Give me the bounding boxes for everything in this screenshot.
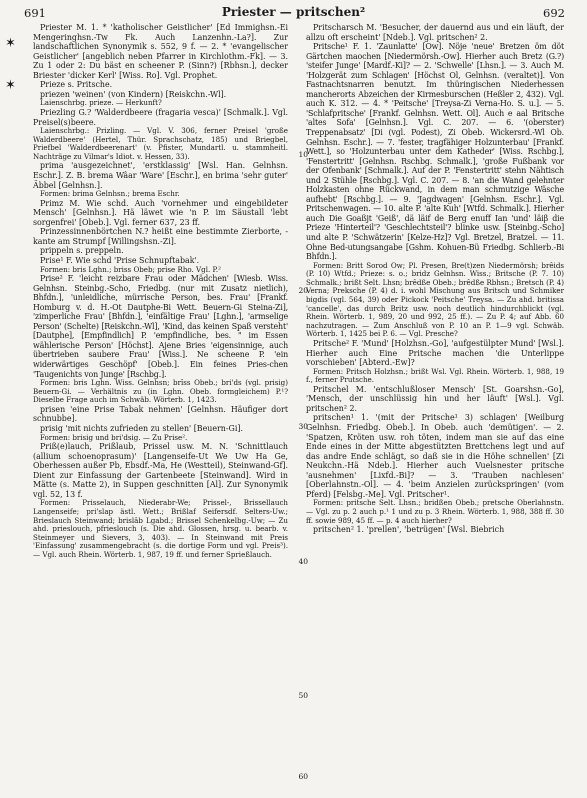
entry-forms-note: Formen: Prisselauch, Niederabr-We; Prissel-, Brissellauch Langenseife; pri'slap ästl. Wett.; Brißlaf Seifersdf. Selters-Uw.; Brieslauch Steinwand; brislâb Lgabd.; Brissel Schenkelbg.-Uw; — Zu ahd. prieslouch, pfrieslouch (s. Die ahd. Glossen, hrsg. u. bearb. v. Steinmeyer und Sievers, 3, 403). — In Steinwand mit Preis 'Einfassung' zusammengebracht (s. die dortige Form und vgl. Preis³). — Vgl. auch Rhein. Wörterb. 1, 987, 19 ff. und ferner Sprießlauch.: [33, 498, 288, 559]
running-header: [0, 4, 587, 20]
dictionary-entry: Prieze s. Pritsche.: [40, 80, 113, 90]
right-column: [306, 23, 564, 535]
dictionary-entry: prisig 'mit nichts zufrieden zu stellen' [Beuern-Gi].: [40, 423, 243, 433]
dictionary-entry: Prise¹ F. Wie schd 'Prise Schnupftabak'.: [40, 255, 200, 265]
dictionary-entry: Prise² F. 'leicht reizbare Frau oder Mädchen' [Wiesb. Wiss. Gelnhsn. Steinbg.-Scho, Friedbg. (nur mit Zusatz nietlich), Bhfdn.], 'unleidliche, mürrische Person, bes. Frau' [Frankf. Homburg v. d. H.-Ot Dautphe-Bi Wett. Beuern-Gi Steina-Zi], 'zimperliche Frau' [Bhfdn.], 'einfältige Frau' [Lghn.], 'armselige Person' (Schelte) [Reiskchn.-Wl], 'Kind, das keinen Spaß versteht' [Dautphe], [Empfindlich] P. 'empfindliche, bes. " im Essen wählerische Person' [Höchst]. Ajene Bries 'eigensinnige, auch übertrieben saubere Frau' [Wiss.]. Ne scheene P. 'ein widerwärtiges Geschöpf' [Obeb.]. Ein feines Pries-chen 'Taugenichts von Junge' [Rschbg.].: [33, 274, 288, 379]
dictionary-entry: pritschen² 1. 'prellen', 'betrügen' [Wsl. Biebrich: [313, 525, 505, 535]
dictionary-entry: Prinzessinnenbörtchen N.? heißt eine bestimmte Zierborte, -kante am Strumpf [Willingshsn.-Zi].: [33, 227, 288, 246]
entry-forms-note: Laienschrbg. prieze. — Herkunft?: [40, 98, 162, 108]
entry-forms-note: Formen: brima Gelnhsn.; brema Eschr.: [40, 189, 180, 199]
dictionary-entry: Pritsche² F. 'Mund' [Holzhsn.-Go], 'aufgestülpter Mund' [Wsl.]. Hierher auch Eine Pritsche machen 'die Unterlippe vorschieben' [Abterd.-Ew]?: [306, 339, 564, 368]
entry-forms-note: Formen: Britt Sorod Ow; Pl. Presen, Bre(t)zen Niedermörsh; brêids (P. 10) Wtfd.; Prieze: s. o.; bridz Gelnhsn. Wiss.; Britsche (P. 7. 10) Schmalk.; brißt Selt. Lhsn; brêdße Obeb.; brêdße Rbhsn.; Bretsch (P. 4) Verna; Preksche (P. 4) d. i. wohl Mischung aus Britsch und Schmiker bigdis (vgl. 564, 39) oder Pickock 'Peitsche' Treysa. — Zu ahd. britissa 'cancelle', das durch Britz usw. noch deutlich hindurchblickt (vgl. Rhein. Wörterb. 1, 989, 20 und 992, 25 ff.). — Zu P. 4; auf Abb. 60 nachzutragen. — Zum Anschluß von P. 10 an P. 1—9 vgl. Schwäb. Wörterb. 1, 1425 bei P. 6. — Vgl. Presche?: [306, 260, 564, 339]
left-column: [33, 23, 288, 560]
entry-forms-note: Formen: pritsche Selt. Lhsn.; bridßen Obeb.; pretsche Oberlahnstn. — Vgl. zu p. 2 auch p.¹ 1 und zu p. 3 Rhein. Wörterb. 1, 988, 388 ff. 30 ff. sowie 989, 45 ff. — p. 4 auch hierher?: [306, 498, 564, 525]
line-number: 30: [298, 422, 308, 431]
entry-forms-note: Formen: brisig und bri'dsig. — Zu Prise².: [40, 432, 188, 442]
dictionary-entry: prima 'ausgezeichnet', 'erstklassig' [Wsl. Han. Gelnhsn. Eschr.]. Z. B. brema Wâar 'Ware' [Eschr.], en brima 'sehr guter' Äbbel [Gelnhsn.].: [33, 161, 288, 190]
entry-forms-note: Laienschrbg.: Prizling. — Vgl. V. 306, ferner Preisel 'große Walderdbeere' (Hertel, Thür. Sprachschatz, 185) und Briegbel, Priefbel 'Walderdbeerenart' (v. Pfister, Mundartl. u. stammheitl. Nachträge zu Vilmar's Idiot. v. Hessen, 33).: [33, 126, 288, 161]
running-title: Priester — pritschen²: [221, 5, 366, 19]
line-number: 50: [298, 691, 308, 700]
dictionary-entry: Primz M. Wie schd. Auch 'vornehmer und eingebildeter Mensch' [Gelnhsn.]. Hä läwet wie 'n P. im Säustall 'lebt sorgenfrei' [Obeb.]. Vgl. ferner 637, 23 ff.: [33, 198, 288, 227]
entry-forms-note: Formen: Pritsch Holzhsn.; brißt Wsl. Vgl. Rhein. Wörterb. 1, 988, 19 f., ferner Prutsche.: [306, 366, 564, 385]
line-number: 20: [298, 286, 308, 295]
dictionary-entry: prisen 'eine Prise Tabak nehmen' [Gelnhsn. Häufiger dort schnubbe].: [33, 404, 288, 424]
dictionary-entry: prippeln s. preppeln.: [40, 246, 124, 256]
dictionary-entry: Pritscharsch M. 'Besucher, der dauernd aus und ein läuft, der allzu oft erscheint' [Ndeb.]. Vgl. pritschen² 2.: [306, 23, 564, 42]
entry-forms-note: Formen: bris Lghn.; briss Obeb; prise Rho. Vgl. P.²: [40, 264, 221, 274]
dictionary-entry: Priß(e)lauch, Prißlaub, Prissel usw. M. N. 'Schnittlauch (allium schoenoprasum)' [Langenseife-Ut We Uw Ha Ge, Oberhessen außer Pb, Ebsdf.-Ma, He (Westteil), Steinwand-Gf]. Dient zur Einfassung der Gartenbeete [Steinwand]. Wird in Mätte (s. Matte 2), in Suppen geschnitten [Al]. Zur Synonymik vgl. 52, 13 f.: [33, 442, 288, 499]
dictionary-entry: Pritsche¹ F. 1. 'Zaunlatte' [Ow]. Nöje 'neue' Bretzen öm döt Gärtchen maochen [Niedermörsh.-Ow]. Hierher auch Bretz (G.?) 'steifer Junge' [Mardf.-Ki]? — 2. 'Schwelle' [Lhsn.]. — 3. Auch M. 'Holzgerät zum Schlagen' [Höchst Ol, Gelnhsn. (veraltet)]. Von Fastnachtsnarren benutzt. Im thüringischen Niederhessen mancherorts Abzeichen der Kirmesburschen (Heßler 2, 432). Vgl. auch K. 312. — 4. * 'Peitsche' [Treysa-Zi Verna-Ho. S. u.]. — 5. 'Schlafpritsche' [Frankf. Gelnhsn. Wett. Ol]. Auch e aal Britsche 'altes Sofa' [Gelnhsn.]. Vgl. C. 207. — 6. '(oberster) Treppenabsatz' [Di (vgl. Podest), Zi Obeb. Wickersrd.-Wl Ob. Gelnhsn. Eschr.]. — 7. 'fester, tragfähiger Holzunterbau' [Frankf. Wett.], so 'Holzunterbau unter dem Katheder' [Wiss. Rschbg.], 'Fenstertritt' [Gelnhsn. Rschbg. Schmalk.], 'große Fußbank vor der Ofenbank' [Schmalk.]. Auf der P. 'Fenstertritt' stehn Nähtisch und 2 Stühle [Rschbg.]. Vgl. C. 207. — 8. 'an die Wand gelehnter Holzkasten ohne Rückwand, in dem man schmutzige Wäsche aufhebt' [Rschbg.]. — 9. 'Jagdwagen' [Gelnhsn. Eschr.]. Vgl. Pritschenwagen. — 10. alte P. 'alte Kuh' [Wtfd. Schmalk.]. Hierher auch Die Goaßjt 'Geiß', dä läif de Berg enuff Ian 'und' läiβ die Prieze 'Hinterteil'? 'Geschlechtsteil'? blinke usw. [Steinbg.-Scho] und alte P. 'Schwätzerin' [Kelze-Hz]? Vgl. Bretzel, Bratzel. — 11. Ohne Bed-utungsangabe [Gshm. Kohuen-Bü Friedbg. Schlierb.-Bi Bhfdn.].: [306, 42, 564, 262]
dictionary-entry: Pritschel M. 'entschlußloser Mensch' [St. Goarshsn.-Go], 'Mensch, der unschlüssig hin und her läuft' [Wsl.]. Vgl. pritschen² 2.: [306, 384, 564, 413]
line-number: 40: [298, 557, 308, 566]
margin-asterisk-mark: ✶: [5, 36, 16, 51]
dictionary-entry: Priezling G.? 'Walderdbeere (fragaria vesca)' [Schmalk.]. Vgl. Preisel(s)beere.: [33, 107, 288, 127]
line-number: 10: [298, 150, 308, 159]
margin-asterisk-mark: ✶: [5, 78, 16, 93]
dictionary-entry: pritschen¹ 1. '(mit der Pritsche¹ 3) schlagen' [Weilburg Gelnhsn. Friedbg. Obeb.]. In Obeb. auch 'demütigen'. — 2. 'Spatzen, Kröten usw. roh töten, indem man sie auf das eine Ende eines in der Mitte abgestützten Brettchens legt und auf das andre Ende schlägt, so daß sie in die Höhe schnellen' [Zi Neukchn.-Hä Ndeb.]. Hierher auch Vuelsnester pritsche 'ausnehmen' [Lixfd.-Bi]? — 3. 'Trauben nachlesen' [Oberlahnstn.-Ol]. — 4. 'beim Anzielen zurückspringen' (vom Pferd) [Felsbg.-Me]. Vgl. Pritscher¹.: [306, 413, 564, 499]
entry-forms-note: Formen: bris Lghn. Wiss. Gelnhsn; brîss Obeb.; bri'ds (vgl. prisig) Beuern-Gi. — Verhältnis zu (in Lghn. Obeb. formgleichem) P.¹? Dieselbe Frage auch im Schwäb. Wörterb. 1, 1423.: [33, 378, 288, 405]
line-number: 60: [298, 772, 308, 781]
dictionary-entry: Priester M. 1. * 'katholischer Geistlicher' [Ed Immighsn.-Ei Mengeringhsn.-Tw Fk. Auch Lanzenhn.-La?]. Zur landschaftlichen Synonymik s. 552, 9 f. — 2. * 'evangelischer Geistlicher' [angeblich neben Pfarrer in Kirchlothm.-Fk]. — 3. Zu 1 oder 2: Du bäst en scheener P. (Sinn?) [Rbhsn.], decker Briester 'dicker Kerl' [Wiss. Ro]. Vgl. Prophet.: [33, 23, 288, 80]
page-number-right: 692: [543, 6, 565, 20]
dictionary-entry: priezen 'weinen' (von Kindern) [Reiskchn.-Wl].: [40, 89, 227, 99]
page-number-left: 691: [24, 6, 46, 20]
